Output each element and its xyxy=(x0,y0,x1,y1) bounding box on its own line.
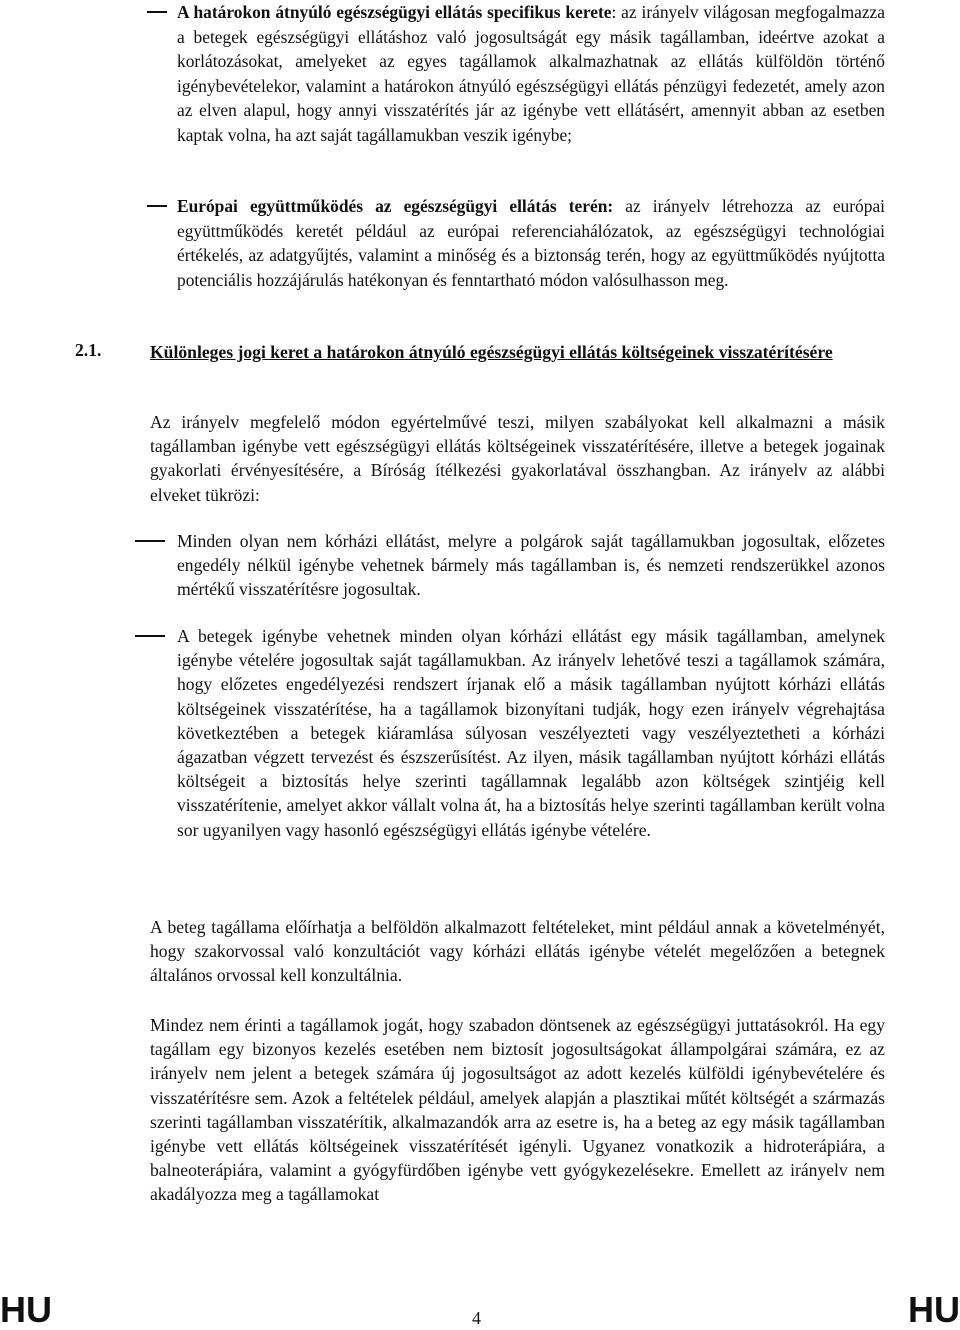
dash-marker xyxy=(135,635,165,637)
page-number: 4 xyxy=(472,1308,481,1328)
bullet-item xyxy=(177,0,885,148)
paragraph: A beteg tagállama előírhatja a belföldön alkalmazott feltételeket, mint például annak a követelményét, hogy szakorvossal való konzultációt vagy kórházi ellátás igénybe vételét megelőzően a betegnek általános orvossal kell konzultálnia. xyxy=(150,917,885,986)
dash-marker xyxy=(147,205,167,207)
section-title: Különleges jogi keret a határokon átnyúló egészségügyi ellátás költségeinek visszatérítésére xyxy=(150,342,833,362)
bullet-item xyxy=(177,194,885,292)
dash-marker xyxy=(147,11,167,13)
bullet-bold-lead: A határokon átnyúló egészségügyi ellátás specifikus kerete xyxy=(177,2,612,22)
bullet-text: az irányelv létrehozza az európai együttműködés keretét például az európai referenciahálózatok, az egészségügyi technológiai értékelés, az adatgyűjtés, valamint a minőség és a biztonság terén, hogy az együttműködés nyújtotta potenciális hozzájárulás hatékonyan és fenntartható módon valósulhasson meg. xyxy=(177,196,885,290)
dash-marker xyxy=(135,540,165,542)
bullet-item xyxy=(177,529,885,602)
footer-language-left: HU xyxy=(0,1289,52,1330)
paragraph: Mindez nem érinti a tagállamok jogát, hogy szabadon döntsenek az egészségügyi juttatásokról. Ha egy tagállam egy bizonyos kezelés esetében nem biztosít jogosultságokat állampolgárai számára, ez az irányelv nem jelent a betegek számára új jogosultságot az adott kezelés külföldi igénybevételére és visszatérítésre sem. Azok a feltételek például, amelyek alapján a plasztikai műtét költségét a származás szerinti tagállamban visszatérítik, alkalmazandók arra az esetre is, ha a beteg az egy másik tagállamban igénybe vett ellátás költségeinek visszatérítését igényli. Ugyanez vonatkozik a hidroterápiára, a balneoterápiára, valamint a gyógyfürdőben igénybe vett gyógykezelésekre. Emellett az irányelv nem akadályozza meg a tagállamokat xyxy=(150,1015,885,1205)
bullet-item xyxy=(177,624,885,842)
bullet-text: A betegek igénybe vehetnek minden olyan kórházi ellátást egy másik tagállamban, amelynek igénybe vételére jogosultak saját tagállamukban. Az irányelv lehetővé teszi a tagállamok számára, hogy előzetes engedélyezési rendszert írjanak elő a másik tagállamban nyújtott kórházi ellátás költségeinek visszatérítése, ha a tagállamok bizonyítani tudják, hogy ezen irányelv végrehajtása következtében a betegek kiáramlása súlyosan veszélyezteti vagy veszélyeztetheti a kórházi ágazatban végzett tervezést és észszerűsítést. Az ilyen, másik tagállamban nyújtott kórházi ellátás költségeit a biztosítás helye szerinti tagállamnak legalább azon költségek szintjéig kell visszatérítenie, amelyet akkor vállalt volna át, ha a biztosítás helye szerinti tagállamban került volna sor ugyanilyen vagy hasonló egészségügyi ellátás igénybe vételére. xyxy=(177,626,885,840)
bullet-text: Minden olyan nem kórházi ellátást, melyre a polgárok saját tagállamukban jogosultak, előzetes engedély nélkül igénybe vehetnek bármely más tagállamban is, és nemzeti rendszerükkel azonos mértékű visszatérítésre jogosultak. xyxy=(177,531,885,600)
section-number: 2.1. xyxy=(75,340,102,360)
bullet-bold-lead: Európai együttműködés az egészségügyi ellátás terén: xyxy=(177,196,614,216)
intro-paragraph: Az irányelv megfelelő módon egyértelművé teszi, milyen szabályokat kell alkalmazni a másik tagállamban igénybe vett egészségügyi ellátás költségeinek visszatérítésére, illetve a betegek jogainak gyakorlati érvényesítésére, a Bíróság ítélkezési gyakorlatával összhangban. Az irányelv az alábbi elveket tükrözi: xyxy=(150,412,885,505)
footer-language-right: HU xyxy=(908,1289,960,1330)
bullet-text: : az irányelv világosan megfogalmazza a betegek egészségügyi ellátáshoz való jogosultságát egy másik tagállamban, ideértve azokat a korlátozásokat, amelyeket az egyes tagállamok alkalmazhatnak az ellátás külföldön történő igénybevételekor, valamint a határokon átnyúló egészségügyi ellátás pénzügyi fedezetét, amely azon az elven alapul, hogy annyi visszatérítés jár az igénybe vett ellátásért, amennyit abban az esetben kaptak volna, ha azt saját tagállamukban veszik igénybe; xyxy=(177,2,885,145)
